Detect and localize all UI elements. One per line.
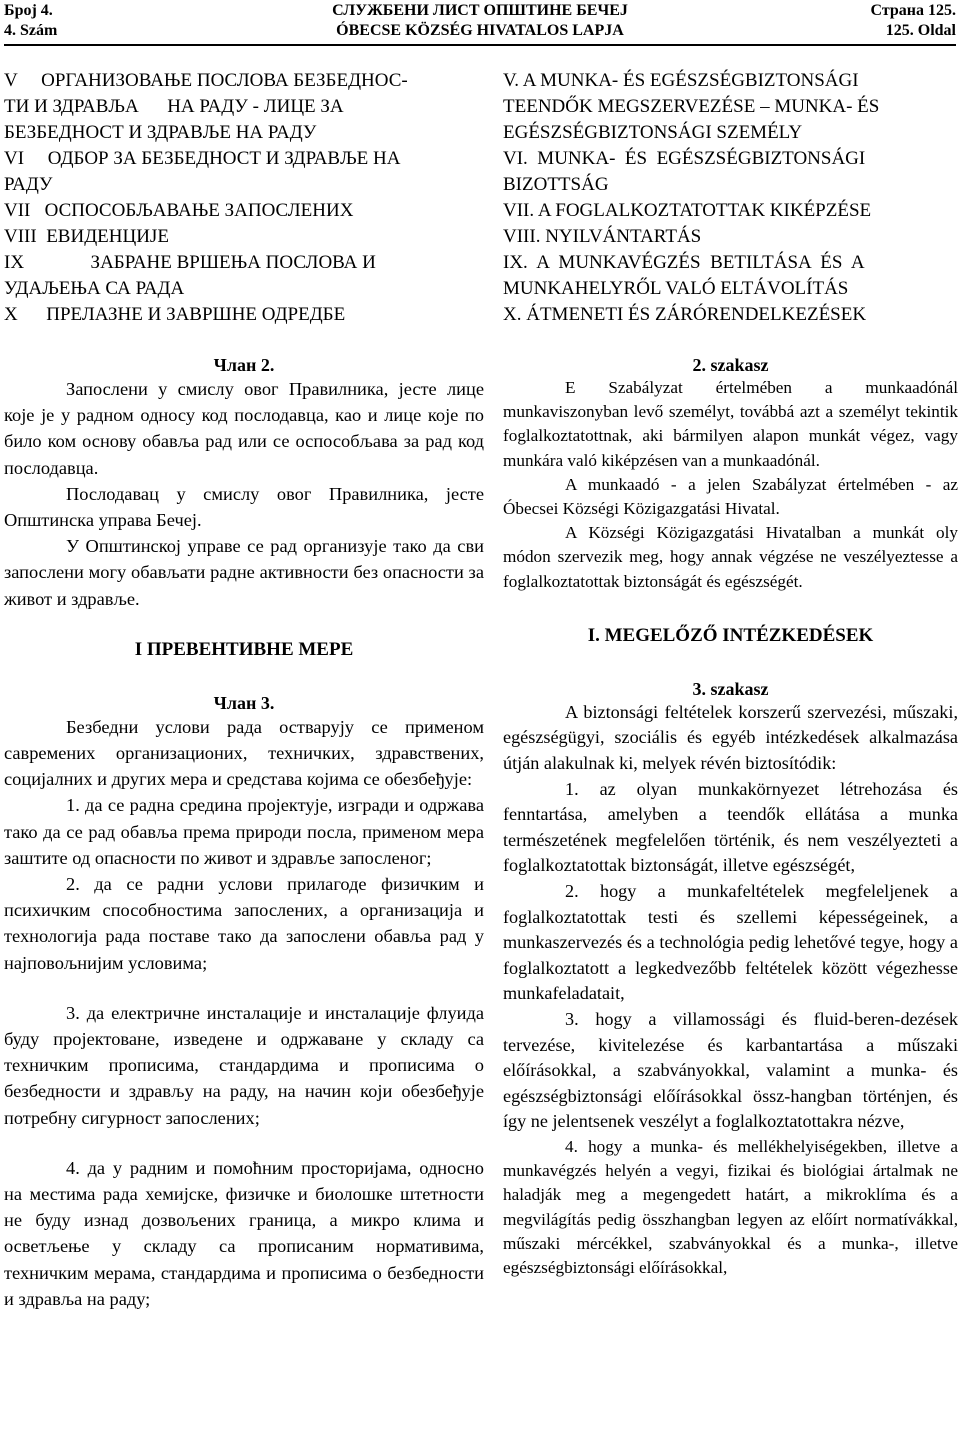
page-number-hu: 125. Oldal	[885, 22, 956, 39]
article-2-title: Члан 2.	[213, 355, 275, 375]
publication-title-hu: ÓBECSE KÖZSÉG HIVATALOS LAPJA	[336, 22, 624, 39]
chapter-list-line: EGÉSZSÉGBIZTONSÁGI SZEMÉLY	[503, 122, 803, 143]
chapter-list-line: TEENDŐK MEGSZERVEZÉSE – MUNKA- ÉS	[503, 96, 880, 117]
chapter-list-line: IX. A MUNKAVÉGZÉS BETILTÁSA ÉS A	[503, 252, 865, 273]
chapter-list-line: V ОРГАНИЗОВАЊЕ ПОСЛОВА БЕЗБЕДНОС-	[4, 70, 408, 91]
article-2-paragraph: У Општинској управе се рад организује тако да сви запослени могу обављати радне активности без опасности за живот и здравље.	[4, 536, 484, 609]
chapter-list	[4, 68, 484, 328]
article-3-paragraph: A biztonsági feltételek korszerű szervezési, műszaki, egészségügyi, szociális és egyéb intézkedések alkalmazása útján alakulnak ki, melyek révén biztosítódik:	[503, 701, 958, 774]
chapter-list	[503, 68, 958, 328]
chapter-list-line: VIII ЕВИДЕНЦИЈЕ	[4, 226, 169, 247]
article-3-item: 4. да у радним и помоћним просторијама, односно на местима рада хемијске, физичке и биолошке штетности не буду изнад дозвољених граница, а микро клима и осветљење у складу са прописаним нормативима, техничким мерама, стандардима и прописима о безбедности и здравља на раду;	[4, 1157, 484, 1309]
article-3-item: 3. да електричне инсталације и инсталације флуида буду пројектоване, изведене и одржаване у складу са техничким прописима, стандардима и прописима о безбедности и здрављу на раду, на начин који обезбеђује потребну сигурност запослених;	[4, 1002, 484, 1128]
article-2-paragraph: A munkaadó - a jelen Szabályzat értelmében - az Óbecsei Községi Közigazgatási Hivatal.	[503, 474, 958, 519]
chapter-list-line: VI ОДБОР ЗА БЕЗБЕДНОСТ И ЗДРАВЉЕ НА	[4, 148, 401, 169]
article-2-paragraph: A Községi Közigazgatási Hivatalban a munkát oly módon szervezik meg, hogy annak végzése ne veszélyeztesse a foglalkoztatottak biztonságát és egészségét.	[503, 523, 958, 591]
chapter-list-line: РАДУ	[4, 174, 53, 195]
serbian-column	[4, 68, 484, 1312]
chapter-list-line: MUNKAHELYRŐL VALÓ ELTÁVOLÍTÁS	[503, 278, 849, 299]
page-number-sr: Страна 125.	[870, 2, 956, 19]
section-1-title: I. MEGELŐZŐ INTÉZKEDÉSEK	[587, 624, 874, 646]
article-3-item: 1. az olyan munkakörnyezet létrehozása és fenntartása, amelyben a teendők ellátása a munka természetének megfelelően történik, és nem veszélyezteti a foglalkoztatottak biztonságát, illetve egészségét,	[503, 778, 958, 876]
article-3-paragraph: Безбедни услови рада остварују се применом савремених организационих, техничких, здравствених, социјалних и других мера и средстава којима се обезбеђује:	[4, 716, 484, 790]
chapter-list-line: X ПРЕЛАЗНЕ И ЗАВРШНЕ ОДРЕДБЕ	[4, 304, 346, 325]
chapter-list-line: VI. MUNKA- ÉS EGÉSZSÉGBIZTONSÁGI	[503, 148, 866, 169]
article-3-item: 2. да се радни услови прилагоде физичким и психичким способностима запослених, а организација и технологија рада поставе тако да запослени обавља рад у најповољнијим условима;	[4, 874, 484, 973]
chapter-list-line: X. ÁTMENETI ÉS ZÁRÓRENDELKEZÉSEK	[503, 304, 867, 325]
publication-title-sr: СЛУЖБЕНИ ЛИСТ ОПШТИНЕ БЕЧЕЈ	[332, 2, 628, 19]
article-2-paragraph: Послодавац у смислу овог Правилника, јесте Општинска управа Бечеј.	[4, 483, 484, 531]
chapter-list-line: IX ЗАБРАНЕ ВРШЕЊА ПОСЛОВА И	[4, 252, 376, 273]
issue-number-sr: Број 4.	[4, 2, 53, 19]
article-3-item: 2. hogy a munkafeltételek megfeleljenek a foglalkoztatottak testi és szellemi képességeinek, a munkaszervezés és a technológia pedig lehetővé tegye, hogy a foglalkoztatott a legkedvezőbb feltételek között végezhesse munkafeladatait,	[503, 880, 958, 1004]
article-3-title: 3. szakasz	[692, 678, 769, 699]
chapter-list-line: ТИ И ЗДРАВЉА НА РАДУ - ЛИЦЕ ЗА	[4, 96, 344, 117]
section-1-title: I ПРЕВЕНТИВНЕ МЕРЕ	[134, 638, 354, 660]
chapter-list-line: V. A MUNKA- ÉS EGÉSZSÉGBIZTONSÁGI	[503, 70, 859, 91]
issue-number-hu: 4. Szám	[4, 22, 58, 39]
chapter-list-line: BIZOTTSÁG	[503, 174, 609, 195]
article-3-item: 3. hogy a villamossági és fluid-beren-dezések tervezése, kivitelezése és karbantartása a műszaki előírásokkal, a szabványokkal, valamint a munka- és egészségbiztonsági előírásokkal össz-hangban történjen, és így ne jelentsenek veszélyt a foglalkoztatottakra nézve,	[503, 1008, 958, 1132]
chapter-list-line: VII. A FOGLALKOZTATOTTAK KIKÉPZÉSE	[503, 200, 872, 221]
article-3-item: 4. hogy a munka- és mellékhelyiségekben, illetve a munkavégzés helyén a vegyi, fizikai és biológiai ártalmak ne haladják meg a megengedett határt, a mikroklíma és a megvilágítás pedig összhangban legyen az előírt normatívákkal, műszaki mércékkel, szabványokkal és a munka-, illetve egészségbiztonsági előírásokkal,	[503, 1136, 958, 1277]
article-2-paragraph: E Szabályzat értelmében a munkaadónál munkaviszonyban levő személyt, továbbá azt a személyt tekintik foglalkoztatottnak, aki bármilyen alapon munkát végez, vagy munkára való kiképzésen van a munkaadónál.	[503, 378, 958, 470]
publication-title	[4, 1, 956, 41]
article-3-title: Члан 3.	[213, 692, 275, 713]
article-2-paragraph: Запослени у смислу овог Правилника, јесте лице које је у радном односу код послодавца, као и лице које по било ком основу обавља рад или се оспособљава за рад код послодавца.	[4, 379, 484, 478]
chapter-list-line: БЕЗБЕДНОСТ И ЗДРАВЉЕ НА РАДУ	[4, 122, 317, 143]
page-header	[4, 0, 956, 46]
chapter-list-line: VIII. NYILVÁNTARTÁS	[503, 226, 702, 247]
article-3-item: 1. да се радна средина пројектује, изгради и одржава тако да се рад обавља према природи посла, применом мера заштите од опасности по живот и здравље запосленог;	[4, 795, 484, 868]
chapter-list-line: VII ОСПОСОБЉАВАЊЕ ЗАПОСЛЕНИХ	[4, 200, 354, 221]
article-2-title: 2. szakasz	[692, 355, 769, 375]
chapter-list-line: УДАЉЕЊА СА РАДА	[4, 278, 185, 299]
hungarian-column	[503, 68, 958, 1280]
page-number	[870, 1, 956, 41]
